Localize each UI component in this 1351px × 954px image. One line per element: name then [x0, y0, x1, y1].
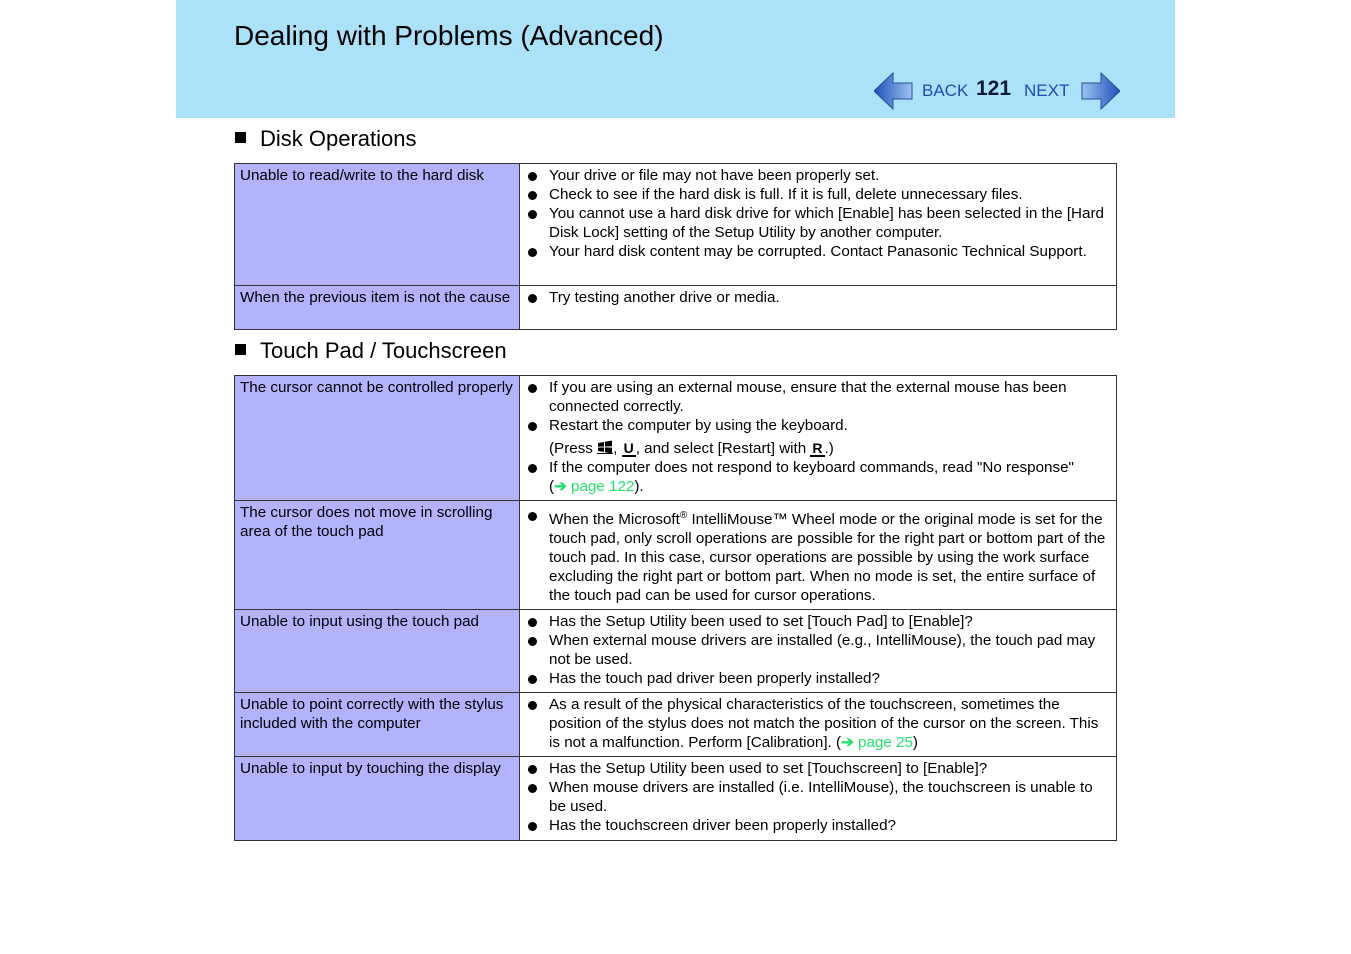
solution-cell: [520, 693, 1117, 757]
table-row: [235, 164, 1117, 286]
list-item: As a result of the physical characteristics of the touchscreen, sometimes the position of the stylus does not match the position of the cursor on the screen. This is not a malfunction. Perform [Calibration]. (➔ page 25): [528, 695, 1108, 752]
list-item: Has the Setup Utility been used to set [Touchscreen] to [Enable]?: [528, 759, 1108, 778]
solution-cell: [520, 757, 1117, 841]
solution-cell: [520, 610, 1117, 693]
page-number: 121: [976, 77, 1012, 100]
section-heading-touch: Touch Pad / Touchscreen: [235, 337, 507, 365]
list-item: Restart the computer by using the keyboard.: [528, 416, 1108, 435]
page-header: [176, 0, 1175, 118]
problem-cell: Unable to point correctly with the stylus included with the computer: [235, 693, 520, 757]
page-title: Dealing with Problems (Advanced): [234, 20, 664, 51]
problem-cell: Unable to read/write to the hard disk: [235, 164, 520, 286]
table-row: [235, 501, 1117, 610]
table-row: [235, 376, 1117, 501]
disk-operations-table: [234, 163, 1117, 330]
square-bullet-icon: [235, 344, 246, 355]
page-navigation: [874, 72, 1118, 110]
solution-cell: [520, 286, 1117, 330]
list-item: You cannot use a hard disk drive for which [Enable] has been selected in the [Hard Disk Lock] setting of the Setup Utility by another computer.: [528, 204, 1108, 242]
list-item: Has the touchscreen driver been properly installed?: [528, 816, 1108, 835]
r-key: R: [812, 440, 823, 456]
table-row: [235, 693, 1117, 757]
back-arrow-icon[interactable]: [874, 72, 914, 110]
arrow-right-icon: ➔: [554, 478, 567, 495]
list-item: Has the Setup Utility been used to set [Touch Pad] to [Enable]?: [528, 612, 1108, 631]
section-heading-disk: Disk Operations: [235, 125, 417, 153]
next-link[interactable]: NEXT: [1024, 81, 1070, 100]
list-item: Has the touch pad driver been properly installed?: [528, 669, 1108, 688]
problem-cell: Unable to input by touching the display: [235, 757, 520, 841]
problem-cell: Unable to input using the touch pad: [235, 610, 520, 693]
list-item: Your drive or file may not have been properly set.: [528, 166, 1108, 185]
problem-cell: The cursor does not move in scrolling area of the touch pad: [235, 501, 520, 610]
restart-instructions: (Press , U , and select [Restart] with R .): [549, 440, 834, 457]
list-item: When mouse drivers are installed (i.e. IntelliMouse), the touchscreen is unable to be used.: [528, 778, 1108, 816]
solution-cell: [520, 376, 1117, 501]
list-item: When the Microsoft® IntelliMouse™ Wheel mode or the original mode is set for the touch pad, only scroll operations are possible for the right part or bottom part of the touch pad. In this case, cursor operations are possible by using the work surface excluding the right part or bottom part. When no mode is set, the entire surface of the touch pad can be used for cursor operations.: [528, 506, 1108, 605]
back-link[interactable]: BACK: [922, 81, 969, 100]
table-row: [235, 610, 1117, 693]
u-key: U: [623, 440, 634, 456]
list-item: When external mouse drivers are installed (e.g., IntelliMouse), the touch pad may not be used.: [528, 631, 1108, 669]
square-bullet-icon: [235, 132, 246, 143]
windows-key-icon: [597, 440, 613, 454]
arrow-right-icon: ➔: [841, 734, 854, 752]
next-arrow-icon[interactable]: [1080, 72, 1120, 110]
page-25-link[interactable]: ➔ page 25: [841, 734, 913, 752]
table-row: [235, 286, 1117, 330]
list-item: Your hard disk content may be corrupted. Contact Panasonic Technical Support.: [528, 242, 1108, 261]
problem-cell: The cursor cannot be controlled properly: [235, 376, 520, 501]
list-item: Check to see if the hard disk is full. If it is full, delete unnecessary files.: [528, 185, 1108, 204]
table-row: [235, 757, 1117, 841]
page-122-link[interactable]: ➔ page 122: [554, 478, 635, 495]
solution-cell: [520, 501, 1117, 610]
problem-cell: When the previous item is not the cause: [235, 286, 520, 330]
list-item: Try testing another drive or media.: [528, 288, 1108, 307]
list-item: If you are using an external mouse, ensure that the external mouse has been connected correctly.: [528, 378, 1108, 416]
solution-cell: [520, 164, 1117, 286]
list-item: If the computer does not respond to keyboard commands, read "No response" (➔ page 122).: [528, 458, 1108, 496]
touch-pad-table: [234, 375, 1117, 841]
